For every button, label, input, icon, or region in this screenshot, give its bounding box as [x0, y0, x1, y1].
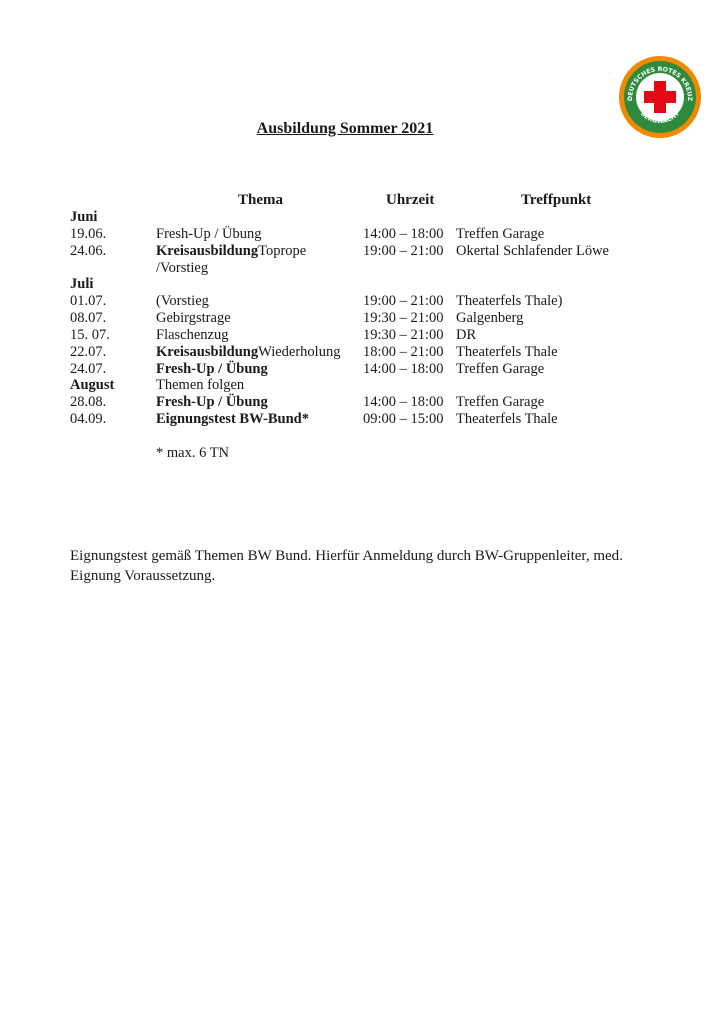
place: Treffen Garage — [456, 361, 545, 377]
topic: Eignungstest BW-Bund* — [156, 411, 309, 427]
schedule-row — [0, 293, 724, 310]
place: Theaterfels Thale — [456, 411, 558, 427]
time: 18:00 – 21:00 — [363, 344, 444, 360]
logo-text-bottom: BERGWACHT — [639, 110, 681, 126]
topic-text: Wiederholung — [258, 344, 341, 360]
place: Theaterfels Thale) — [456, 293, 563, 309]
place: Galgenberg — [456, 310, 524, 326]
topic: /Vorstieg — [156, 260, 209, 276]
schedule-row — [0, 377, 724, 394]
schedule-row — [0, 226, 724, 243]
time: 19:30 – 21:00 — [363, 327, 444, 343]
topic-bold: Kreisausbildung — [156, 243, 259, 259]
time: 14:00 – 18:00 — [363, 226, 444, 242]
page-title: Ausbildung Sommer 2021 — [256, 120, 434, 137]
topic: Themen folgen — [156, 377, 245, 393]
topic: (Vorstieg — [156, 293, 209, 309]
schedule-row-continuation — [0, 260, 724, 277]
date: 04.09. — [70, 411, 107, 427]
place: Treffen Garage — [456, 226, 545, 242]
date: 28.08. — [70, 394, 107, 410]
time: 19:30 – 21:00 — [363, 310, 444, 326]
schedule-row — [0, 310, 724, 327]
schedule-row — [0, 361, 724, 378]
topic — [156, 344, 340, 361]
schedule-row — [0, 243, 724, 260]
topic: Fresh-Up / Übung — [156, 394, 268, 410]
date: 22.07. — [70, 344, 107, 360]
topic: Flaschenzug — [156, 327, 229, 343]
time: 14:00 – 18:00 — [363, 361, 444, 377]
topic: Gebirgstrage — [156, 310, 231, 326]
time: 14:00 – 18:00 — [363, 394, 444, 410]
topic-bold: Kreisausbildung — [156, 344, 259, 360]
schedule-row — [0, 411, 724, 428]
month-juli: Juli — [70, 276, 94, 292]
time: 09:00 – 15:00 — [363, 411, 444, 427]
schedule-row — [0, 344, 724, 361]
place: Treffen Garage — [456, 394, 545, 410]
topic: Fresh-Up / Übung — [156, 226, 262, 242]
date: 24.06. — [70, 243, 107, 259]
header-thema: Thema — [238, 192, 283, 208]
date: 24.07. — [70, 361, 107, 377]
logo-text-top: DEUTSCHES ROTES KREUZ — [626, 65, 694, 102]
month-august: August — [70, 377, 115, 393]
info-paragraph: Eignungstest gemäß Themen BW Bund. Hierfür Anmeldung durch BW-Gruppenleiter, med. Eignung Voraussetzung. — [70, 548, 623, 584]
time: 19:00 – 21:00 — [363, 243, 444, 259]
date: 01.07. — [70, 293, 107, 309]
header-uhrzeit: Uhrzeit — [386, 192, 435, 208]
footnote: * max. 6 TN — [156, 445, 230, 461]
date: 15. 07. — [70, 327, 110, 343]
time: 19:00 – 21:00 — [363, 293, 444, 309]
date: 08.07. — [70, 310, 107, 326]
place: Theaterfels Thale — [456, 344, 558, 360]
topic: Fresh-Up / Übung — [156, 361, 268, 377]
date: 19.06. — [70, 226, 107, 242]
schedule-row — [0, 394, 724, 411]
topic-text: Toprope — [258, 243, 307, 259]
header-treffpunkt: Treffpunkt — [521, 192, 592, 208]
topic — [156, 243, 306, 260]
schedule-row — [0, 327, 724, 344]
place: DR — [456, 327, 477, 343]
place: Okertal Schlafender Löwe — [456, 243, 609, 259]
month-juni: Juni — [70, 209, 98, 225]
